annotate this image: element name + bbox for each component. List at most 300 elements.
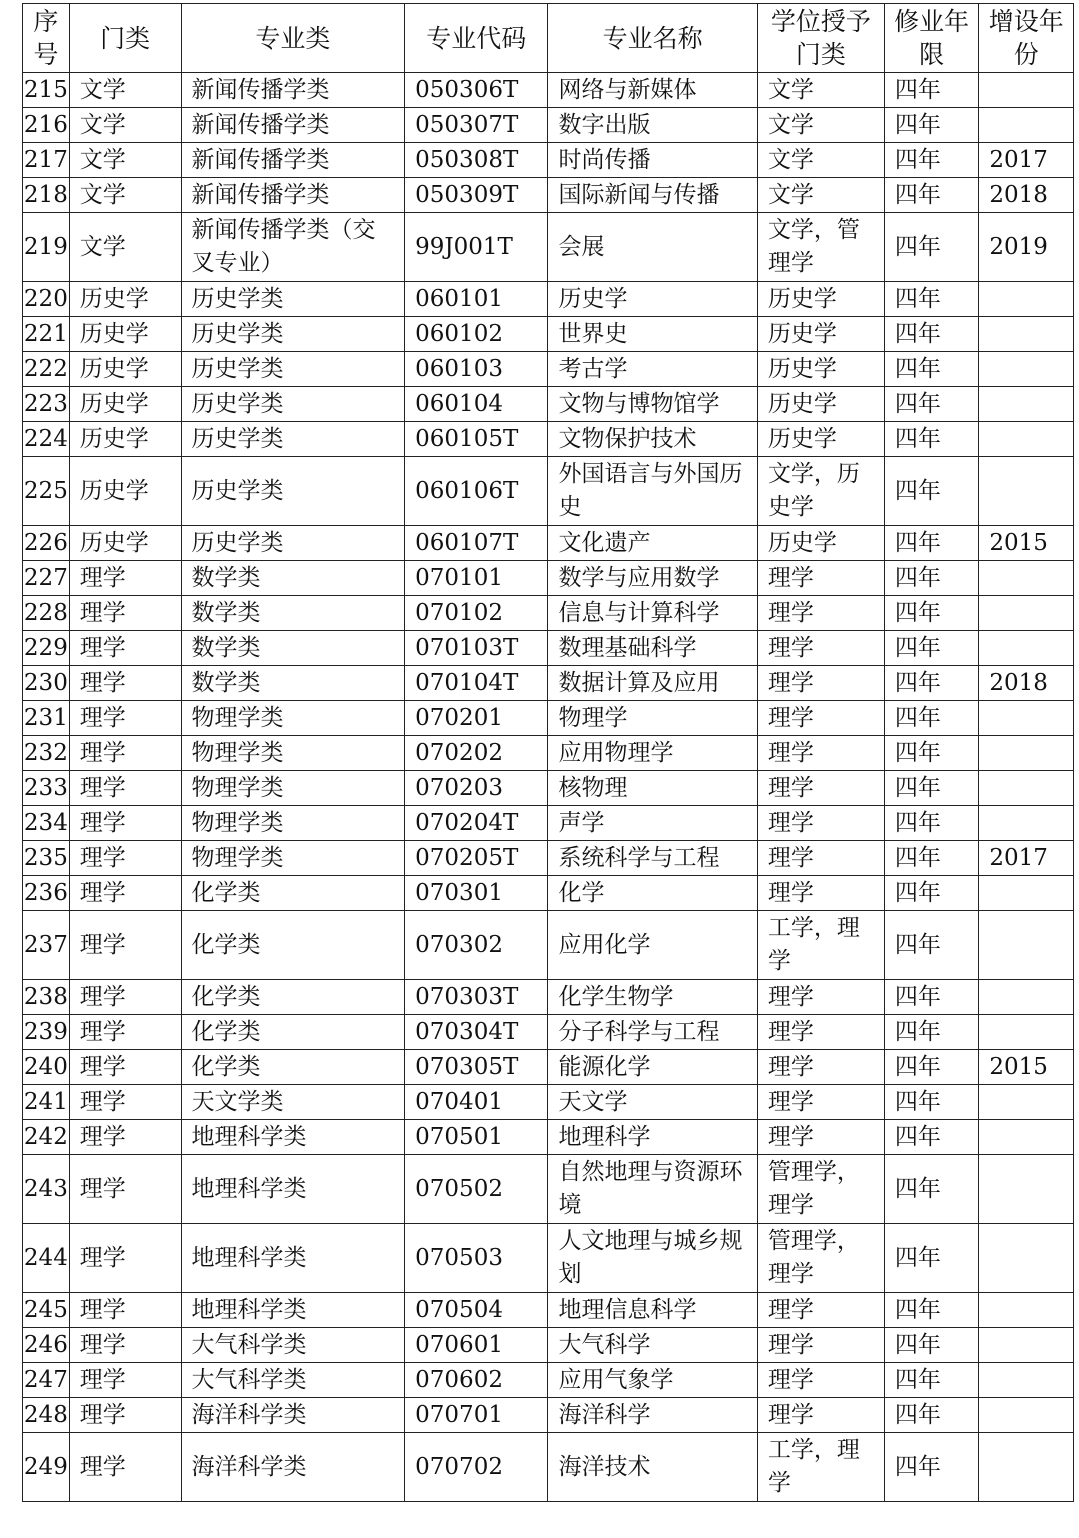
cell-year-added: 2017 xyxy=(979,841,1074,876)
cell-seq: 221 xyxy=(23,317,70,352)
cell-name: 信息与计算科学 xyxy=(548,596,757,631)
cell-discipline-class: 历史学类 xyxy=(181,352,405,387)
header-degree: 学位授予门类 xyxy=(757,4,884,73)
cell-category: 历史学 xyxy=(69,457,181,526)
cell-duration: 四年 xyxy=(884,701,979,736)
cell-category: 理学 xyxy=(69,596,181,631)
cell-discipline-class: 化学类 xyxy=(181,980,405,1015)
cell-year-added: 2018 xyxy=(979,666,1074,701)
cell-year-added xyxy=(979,1015,1074,1050)
cell-degree: 理学 xyxy=(757,1398,884,1433)
cell-code: 070602 xyxy=(405,1363,548,1398)
cell-code: 070201 xyxy=(405,701,548,736)
cell-degree: 历史学 xyxy=(757,352,884,387)
cell-duration: 四年 xyxy=(884,526,979,561)
table-row xyxy=(23,352,1074,387)
cell-discipline-class: 历史学类 xyxy=(181,457,405,526)
cell-code: 060102 xyxy=(405,317,548,352)
header-seq: 序号 xyxy=(23,4,70,73)
table-row xyxy=(23,387,1074,422)
table-row xyxy=(23,736,1074,771)
table-row xyxy=(23,1050,1074,1085)
cell-seq: 228 xyxy=(23,596,70,631)
cell-discipline-class: 新闻传播学类 xyxy=(181,143,405,178)
cell-degree: 理学 xyxy=(757,1363,884,1398)
table-row xyxy=(23,1155,1074,1224)
cell-duration: 四年 xyxy=(884,841,979,876)
cell-category: 理学 xyxy=(69,736,181,771)
cell-name: 文物保护技术 xyxy=(548,422,757,457)
cell-duration: 四年 xyxy=(884,143,979,178)
cell-degree: 文学 xyxy=(757,178,884,213)
cell-seq: 246 xyxy=(23,1328,70,1363)
cell-degree: 理学 xyxy=(757,1328,884,1363)
cell-name: 数字出版 xyxy=(548,108,757,143)
cell-duration: 四年 xyxy=(884,736,979,771)
table-row xyxy=(23,701,1074,736)
cell-degree: 管理学，理学 xyxy=(757,1224,884,1293)
cell-duration: 四年 xyxy=(884,1015,979,1050)
cell-degree: 理学 xyxy=(757,596,884,631)
cell-code: 070501 xyxy=(405,1120,548,1155)
cell-duration: 四年 xyxy=(884,596,979,631)
cell-year-added xyxy=(979,596,1074,631)
cell-name: 系统科学与工程 xyxy=(548,841,757,876)
cell-seq: 226 xyxy=(23,526,70,561)
cell-seq: 242 xyxy=(23,1120,70,1155)
cell-year-added: 2015 xyxy=(979,1050,1074,1085)
cell-code: 070204T xyxy=(405,806,548,841)
cell-seq: 224 xyxy=(23,422,70,457)
cell-discipline-class: 海洋科学类 xyxy=(181,1398,405,1433)
cell-category: 文学 xyxy=(69,73,181,108)
cell-category: 理学 xyxy=(69,1155,181,1224)
cell-degree: 理学 xyxy=(757,1120,884,1155)
cell-category: 理学 xyxy=(69,1015,181,1050)
cell-duration: 四年 xyxy=(884,73,979,108)
cell-year-added xyxy=(979,911,1074,980)
cell-name: 化学 xyxy=(548,876,757,911)
cell-discipline-class: 化学类 xyxy=(181,911,405,980)
cell-duration: 四年 xyxy=(884,1224,979,1293)
cell-name: 海洋科学 xyxy=(548,1398,757,1433)
cell-seq: 231 xyxy=(23,701,70,736)
table-body xyxy=(23,73,1074,1502)
cell-code: 070301 xyxy=(405,876,548,911)
cell-code: 070601 xyxy=(405,1328,548,1363)
cell-degree: 理学 xyxy=(757,980,884,1015)
cell-code: 070101 xyxy=(405,561,548,596)
cell-seq: 249 xyxy=(23,1433,70,1502)
cell-seq: 217 xyxy=(23,143,70,178)
cell-code: 070502 xyxy=(405,1155,548,1224)
cell-seq: 230 xyxy=(23,666,70,701)
table-row xyxy=(23,1293,1074,1328)
cell-degree: 文学，管理学 xyxy=(757,213,884,282)
header-year-added: 增设年份 xyxy=(979,4,1074,73)
cell-discipline-class: 物理学类 xyxy=(181,841,405,876)
cell-year-added xyxy=(979,1085,1074,1120)
table-row xyxy=(23,73,1074,108)
cell-seq: 238 xyxy=(23,980,70,1015)
cell-duration: 四年 xyxy=(884,317,979,352)
cell-code: 060106T xyxy=(405,457,548,526)
cell-year-added xyxy=(979,73,1074,108)
cell-discipline-class: 数学类 xyxy=(181,596,405,631)
cell-name: 文化遗产 xyxy=(548,526,757,561)
cell-duration: 四年 xyxy=(884,631,979,666)
cell-year-added xyxy=(979,771,1074,806)
cell-year-added: 2018 xyxy=(979,178,1074,213)
cell-category: 文学 xyxy=(69,178,181,213)
cell-name: 世界史 xyxy=(548,317,757,352)
table-row xyxy=(23,666,1074,701)
cell-year-added xyxy=(979,736,1074,771)
cell-degree: 历史学 xyxy=(757,282,884,317)
cell-discipline-class: 数学类 xyxy=(181,561,405,596)
cell-discipline-class: 历史学类 xyxy=(181,387,405,422)
cell-seq: 239 xyxy=(23,1015,70,1050)
cell-year-added xyxy=(979,1120,1074,1155)
cell-name: 数理基础科学 xyxy=(548,631,757,666)
cell-duration: 四年 xyxy=(884,1050,979,1085)
cell-code: 050308T xyxy=(405,143,548,178)
cell-degree: 管理学，理学 xyxy=(757,1155,884,1224)
cell-seq: 219 xyxy=(23,213,70,282)
cell-name: 数据计算及应用 xyxy=(548,666,757,701)
cell-code: 060107T xyxy=(405,526,548,561)
cell-category: 文学 xyxy=(69,108,181,143)
cell-code: 070303T xyxy=(405,980,548,1015)
cell-code: 050306T xyxy=(405,73,548,108)
cell-name: 地理信息科学 xyxy=(548,1293,757,1328)
table-row xyxy=(23,1015,1074,1050)
cell-degree: 理学 xyxy=(757,771,884,806)
cell-name: 数学与应用数学 xyxy=(548,561,757,596)
header-code: 专业代码 xyxy=(405,4,548,73)
cell-category: 历史学 xyxy=(69,282,181,317)
table-row xyxy=(23,1085,1074,1120)
cell-name: 地理科学 xyxy=(548,1120,757,1155)
cell-name: 历史学 xyxy=(548,282,757,317)
cell-discipline-class: 新闻传播学类 xyxy=(181,178,405,213)
cell-code: 070203 xyxy=(405,771,548,806)
cell-name: 声学 xyxy=(548,806,757,841)
cell-degree: 理学 xyxy=(757,806,884,841)
cell-degree: 历史学 xyxy=(757,317,884,352)
cell-code: 070401 xyxy=(405,1085,548,1120)
cell-duration: 四年 xyxy=(884,1363,979,1398)
cell-discipline-class: 地理科学类 xyxy=(181,1224,405,1293)
cell-seq: 215 xyxy=(23,73,70,108)
cell-name: 应用气象学 xyxy=(548,1363,757,1398)
cell-category: 理学 xyxy=(69,1120,181,1155)
cell-code: 070503 xyxy=(405,1224,548,1293)
cell-name: 分子科学与工程 xyxy=(548,1015,757,1050)
cell-seq: 232 xyxy=(23,736,70,771)
table-row xyxy=(23,1363,1074,1398)
cell-category: 理学 xyxy=(69,701,181,736)
cell-degree: 历史学 xyxy=(757,422,884,457)
cell-seq: 234 xyxy=(23,806,70,841)
cell-seq: 237 xyxy=(23,911,70,980)
cell-category: 理学 xyxy=(69,1433,181,1502)
cell-duration: 四年 xyxy=(884,213,979,282)
cell-code: 070205T xyxy=(405,841,548,876)
cell-year-added xyxy=(979,1155,1074,1224)
cell-code: 070701 xyxy=(405,1398,548,1433)
cell-degree: 理学 xyxy=(757,1293,884,1328)
cell-code: 070305T xyxy=(405,1050,548,1085)
cell-seq: 241 xyxy=(23,1085,70,1120)
cell-degree: 历史学 xyxy=(757,387,884,422)
cell-duration: 四年 xyxy=(884,1120,979,1155)
cell-duration: 四年 xyxy=(884,806,979,841)
table-row xyxy=(23,1328,1074,1363)
cell-degree: 理学 xyxy=(757,701,884,736)
cell-duration: 四年 xyxy=(884,457,979,526)
cell-category: 历史学 xyxy=(69,317,181,352)
cell-discipline-class: 历史学类 xyxy=(181,422,405,457)
cell-name: 人文地理与城乡规划 xyxy=(548,1224,757,1293)
cell-category: 历史学 xyxy=(69,352,181,387)
cell-name: 化学生物学 xyxy=(548,980,757,1015)
cell-discipline-class: 大气科学类 xyxy=(181,1328,405,1363)
cell-seq: 243 xyxy=(23,1155,70,1224)
majors-table xyxy=(22,3,1074,1502)
cell-duration: 四年 xyxy=(884,1398,979,1433)
cell-name: 应用化学 xyxy=(548,911,757,980)
cell-degree: 理学 xyxy=(757,876,884,911)
cell-duration: 四年 xyxy=(884,387,979,422)
table-header-row xyxy=(23,4,1074,73)
cell-name: 海洋技术 xyxy=(548,1433,757,1502)
cell-category: 理学 xyxy=(69,876,181,911)
table-row xyxy=(23,561,1074,596)
cell-seq: 225 xyxy=(23,457,70,526)
cell-duration: 四年 xyxy=(884,666,979,701)
cell-discipline-class: 大气科学类 xyxy=(181,1363,405,1398)
cell-duration: 四年 xyxy=(884,1155,979,1224)
cell-year-added xyxy=(979,1293,1074,1328)
cell-name: 会展 xyxy=(548,213,757,282)
cell-degree: 工学，理学 xyxy=(757,911,884,980)
cell-name: 大气科学 xyxy=(548,1328,757,1363)
cell-name: 网络与新媒体 xyxy=(548,73,757,108)
cell-name: 外国语言与外国历史 xyxy=(548,457,757,526)
table-row xyxy=(23,1120,1074,1155)
cell-duration: 四年 xyxy=(884,178,979,213)
cell-code: 060103 xyxy=(405,352,548,387)
cell-duration: 四年 xyxy=(884,561,979,596)
cell-discipline-class: 化学类 xyxy=(181,1050,405,1085)
cell-code: 070304T xyxy=(405,1015,548,1050)
cell-discipline-class: 物理学类 xyxy=(181,771,405,806)
cell-degree: 理学 xyxy=(757,1050,884,1085)
cell-seq: 248 xyxy=(23,1398,70,1433)
cell-name: 国际新闻与传播 xyxy=(548,178,757,213)
cell-category: 理学 xyxy=(69,771,181,806)
header-discipline-class: 专业类 xyxy=(181,4,405,73)
cell-category: 理学 xyxy=(69,1224,181,1293)
cell-discipline-class: 物理学类 xyxy=(181,806,405,841)
cell-year-added xyxy=(979,806,1074,841)
cell-discipline-class: 化学类 xyxy=(181,1015,405,1050)
cell-duration: 四年 xyxy=(884,352,979,387)
cell-name: 核物理 xyxy=(548,771,757,806)
cell-discipline-class: 化学类 xyxy=(181,876,405,911)
cell-category: 理学 xyxy=(69,1328,181,1363)
cell-degree: 工学，理学 xyxy=(757,1433,884,1502)
cell-name: 能源化学 xyxy=(548,1050,757,1085)
cell-discipline-class: 海洋科学类 xyxy=(181,1433,405,1502)
cell-year-added xyxy=(979,422,1074,457)
cell-seq: 245 xyxy=(23,1293,70,1328)
table-row xyxy=(23,317,1074,352)
cell-year-added xyxy=(979,1398,1074,1433)
table-row xyxy=(23,596,1074,631)
cell-name: 物理学 xyxy=(548,701,757,736)
cell-duration: 四年 xyxy=(884,282,979,317)
cell-code: 060104 xyxy=(405,387,548,422)
cell-category: 历史学 xyxy=(69,526,181,561)
cell-seq: 235 xyxy=(23,841,70,876)
cell-duration: 四年 xyxy=(884,1085,979,1120)
cell-duration: 四年 xyxy=(884,1328,979,1363)
cell-discipline-class: 物理学类 xyxy=(181,701,405,736)
table-row xyxy=(23,841,1074,876)
cell-seq: 220 xyxy=(23,282,70,317)
cell-degree: 理学 xyxy=(757,736,884,771)
cell-discipline-class: 新闻传播学类 xyxy=(181,108,405,143)
cell-discipline-class: 数学类 xyxy=(181,631,405,666)
cell-category: 文学 xyxy=(69,143,181,178)
cell-code: 070102 xyxy=(405,596,548,631)
cell-name: 考古学 xyxy=(548,352,757,387)
cell-category: 理学 xyxy=(69,1398,181,1433)
cell-degree: 文学 xyxy=(757,108,884,143)
cell-name: 文物与博物馆学 xyxy=(548,387,757,422)
cell-discipline-class: 天文学类 xyxy=(181,1085,405,1120)
cell-seq: 218 xyxy=(23,178,70,213)
header-category: 门类 xyxy=(69,4,181,73)
cell-duration: 四年 xyxy=(884,911,979,980)
cell-seq: 223 xyxy=(23,387,70,422)
cell-year-added xyxy=(979,1433,1074,1502)
cell-year-added xyxy=(979,631,1074,666)
cell-code: 070504 xyxy=(405,1293,548,1328)
table-row xyxy=(23,631,1074,666)
cell-duration: 四年 xyxy=(884,422,979,457)
table-row xyxy=(23,178,1074,213)
cell-category: 理学 xyxy=(69,980,181,1015)
cell-year-added xyxy=(979,701,1074,736)
cell-degree: 文学 xyxy=(757,143,884,178)
cell-category: 理学 xyxy=(69,1050,181,1085)
cell-year-added xyxy=(979,282,1074,317)
cell-category: 理学 xyxy=(69,1293,181,1328)
cell-degree: 理学 xyxy=(757,561,884,596)
cell-duration: 四年 xyxy=(884,108,979,143)
cell-discipline-class: 新闻传播学类 xyxy=(181,73,405,108)
table-row xyxy=(23,806,1074,841)
table-row xyxy=(23,1398,1074,1433)
cell-degree: 理学 xyxy=(757,631,884,666)
table-row xyxy=(23,911,1074,980)
cell-code: 99J001T xyxy=(405,213,548,282)
cell-category: 理学 xyxy=(69,806,181,841)
cell-degree: 理学 xyxy=(757,666,884,701)
cell-discipline-class: 数学类 xyxy=(181,666,405,701)
cell-year-added xyxy=(979,108,1074,143)
cell-duration: 四年 xyxy=(884,980,979,1015)
cell-category: 理学 xyxy=(69,841,181,876)
cell-discipline-class: 物理学类 xyxy=(181,736,405,771)
cell-category: 文学 xyxy=(69,213,181,282)
cell-degree: 理学 xyxy=(757,1085,884,1120)
cell-discipline-class: 地理科学类 xyxy=(181,1120,405,1155)
cell-code: 060101 xyxy=(405,282,548,317)
table-row xyxy=(23,876,1074,911)
cell-seq: 227 xyxy=(23,561,70,596)
cell-discipline-class: 地理科学类 xyxy=(181,1155,405,1224)
cell-seq: 247 xyxy=(23,1363,70,1398)
cell-duration: 四年 xyxy=(884,876,979,911)
cell-discipline-class: 地理科学类 xyxy=(181,1293,405,1328)
cell-degree: 文学 xyxy=(757,73,884,108)
cell-year-added xyxy=(979,317,1074,352)
cell-year-added: 2019 xyxy=(979,213,1074,282)
cell-duration: 四年 xyxy=(884,771,979,806)
cell-year-added: 2015 xyxy=(979,526,1074,561)
cell-seq: 233 xyxy=(23,771,70,806)
cell-code: 070302 xyxy=(405,911,548,980)
cell-degree: 理学 xyxy=(757,841,884,876)
cell-seq: 240 xyxy=(23,1050,70,1085)
cell-year-added xyxy=(979,387,1074,422)
table-row xyxy=(23,143,1074,178)
table-row xyxy=(23,422,1074,457)
table-row xyxy=(23,457,1074,526)
cell-year-added xyxy=(979,561,1074,596)
table-row xyxy=(23,1224,1074,1293)
cell-degree: 理学 xyxy=(757,1015,884,1050)
header-duration: 修业年限 xyxy=(884,4,979,73)
table-row xyxy=(23,526,1074,561)
cell-year-added xyxy=(979,876,1074,911)
cell-code: 070202 xyxy=(405,736,548,771)
table-row xyxy=(23,771,1074,806)
cell-degree: 历史学 xyxy=(757,526,884,561)
cell-name: 应用物理学 xyxy=(548,736,757,771)
cell-category: 理学 xyxy=(69,561,181,596)
cell-duration: 四年 xyxy=(884,1433,979,1502)
cell-year-added: 2017 xyxy=(979,143,1074,178)
cell-duration: 四年 xyxy=(884,1293,979,1328)
cell-category: 理学 xyxy=(69,666,181,701)
cell-name: 天文学 xyxy=(548,1085,757,1120)
cell-degree: 文学，历史学 xyxy=(757,457,884,526)
header-name: 专业名称 xyxy=(548,4,757,73)
cell-seq: 216 xyxy=(23,108,70,143)
cell-code: 070702 xyxy=(405,1433,548,1502)
cell-category: 理学 xyxy=(69,1085,181,1120)
cell-year-added xyxy=(979,457,1074,526)
cell-code: 070104T xyxy=(405,666,548,701)
cell-name: 自然地理与资源环境 xyxy=(548,1155,757,1224)
cell-code: 050307T xyxy=(405,108,548,143)
cell-discipline-class: 历史学类 xyxy=(181,282,405,317)
